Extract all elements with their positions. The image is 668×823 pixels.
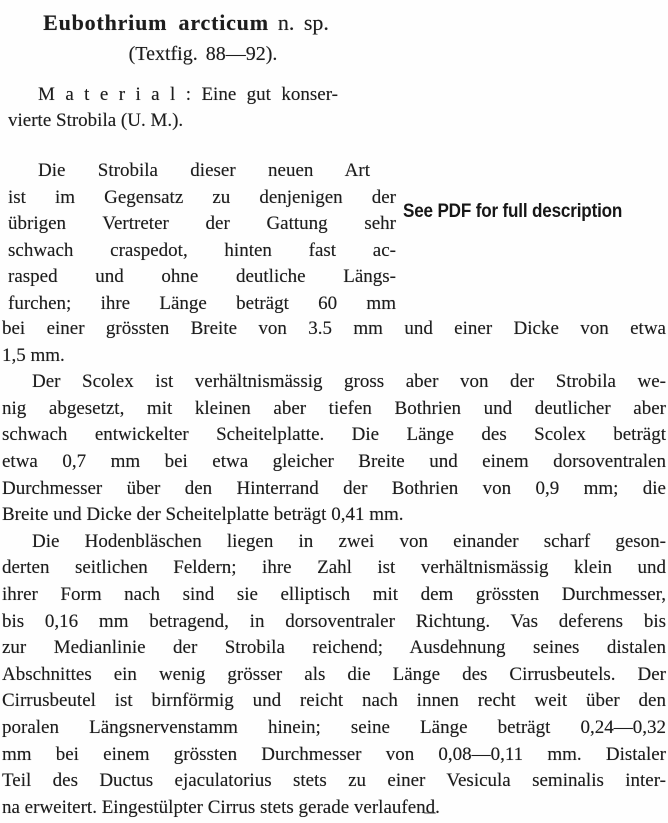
- text-line: rasped und ohne deutliche Längs-: [8, 266, 396, 287]
- left-text-column: [8, 8, 398, 317]
- text-line: zur Medianlinie der Strobila reichend; Ausdehnung seines distalen: [2, 637, 666, 659]
- text-line: Teil des Ductus ejaculatorius stets zu einer Vesicula seminalis inter-: [2, 770, 666, 792]
- text-line: Die Hodenbläschen liegen in zwei von einander scharf geson-: [32, 530, 666, 552]
- text-line: bis 0,16 mm betragend, in dorsoventraler Richtung. Vas deferens bis: [2, 610, 666, 632]
- material-note: [8, 82, 338, 134]
- text-line: Die Strobila dieser neuen Art: [38, 160, 370, 181]
- species-name: Eubothrium arcticum: [43, 10, 269, 35]
- intro-paragraph: [8, 158, 396, 317]
- text-line: Abschnittes ein wenig grösser als die Länge des Cirrusbeutels. Der: [2, 663, 666, 685]
- text-line: Durchmesser über den Hinterrand der Bothrien von 0,9 mm; die: [2, 477, 666, 499]
- text-line: Breite und Dicke der Scheitelplatte beträgt 0,41 mm.: [2, 504, 404, 526]
- scan-artifact: [424, 812, 436, 814]
- text-line: 1,5 mm.: [2, 344, 65, 366]
- text-line: schwach craspedot, hinten fast ac-: [8, 239, 396, 261]
- text-line: etwa 0,7 mm bei etwa gleicher Breite und einem dorsoventralen: [2, 450, 666, 472]
- text-line: nig abgesetzt, mit kleinen aber tiefen Bothrien und deutlicher aber: [2, 397, 666, 419]
- text-line: bei einer grössten Breite von 3.5 mm und einer Dicke von etwa: [2, 318, 666, 339]
- text-line: schwach entwickelter Scheitelplatte. Die Länge des Scolex beträgt: [2, 424, 666, 446]
- text-line: na erweitert. Eingestülpter Cirrus stets gerade verlaufend.: [2, 796, 440, 818]
- species-name-suffix: n. sp.: [277, 10, 329, 35]
- species-heading: [8, 8, 398, 38]
- text-line: furchen; ihre Länge beträgt 60 mm: [8, 292, 396, 314]
- description-text: [2, 316, 666, 821]
- figure-reference: (Textfig. 88—92).: [128, 43, 278, 65]
- text-line: übrigen Vertreter der Gattung sehr: [8, 213, 396, 234]
- text-line: ihrer Form nach sind sie elliptisch mit dem grössten Durchmesser,: [2, 583, 666, 605]
- text-line: Cirrusbeutel ist birnförmig und reicht nach innen recht weit über den: [2, 690, 666, 712]
- text-line: mm bei einem grössten Durchmesser von 0,08—0,11 mm. Distaler: [2, 743, 666, 765]
- text-line: M a t e r i a l : Eine gut konser-: [38, 84, 338, 105]
- text-line: poralen Längsnervenstamm hinein; seine Länge beträgt 0,24—0,32: [2, 716, 666, 738]
- text-line: derten seitlichen Feldern; ihre Zahl ist verhältnismässig klein und: [2, 557, 666, 579]
- text-line: ist im Gegensatz zu denjenigen der: [8, 186, 396, 208]
- text-line: vierte Strobila (U. M.).: [8, 110, 184, 131]
- pdf-annotation-note: See PDF for full description: [403, 201, 623, 222]
- text-line: Der Scolex ist verhältnismässig gross aber von der Strobila we-: [32, 371, 666, 393]
